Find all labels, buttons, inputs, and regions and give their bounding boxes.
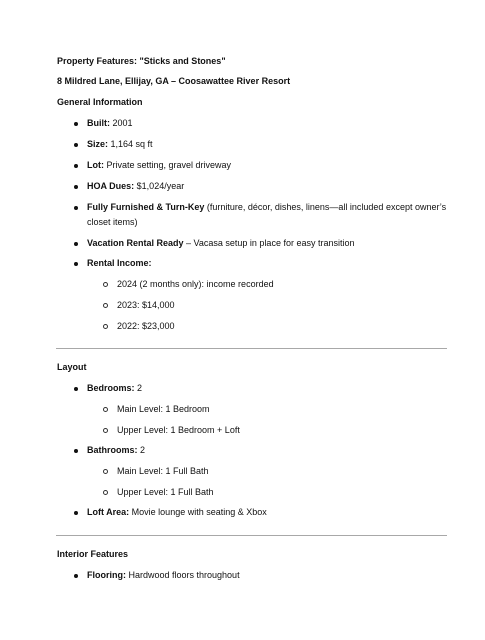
furnished-value-continued: closet items) <box>87 217 138 227</box>
rental-income-2023: 2023: $14,000 <box>117 300 175 310</box>
hoa-value: $1,024/year <box>134 181 185 191</box>
loft-value: Movie lounge with seating & Xbox <box>129 507 267 517</box>
furnished-label: Fully Furnished & Turn-Key <box>87 202 205 212</box>
size-value: 1,164 sq ft <box>108 139 153 149</box>
property-address: 8 Mildred Lane, Ellijay, GA – Coosawattee River Resort <box>57 76 291 86</box>
section-divider <box>56 348 447 349</box>
section-heading-general: General Information <box>57 97 143 107</box>
flooring-value: Hardwood floors throughout <box>126 570 240 580</box>
section-heading-layout: Layout <box>57 362 87 372</box>
built-label: Built: <box>87 118 110 128</box>
circle-bullet-icon <box>103 469 108 474</box>
rental-income-2022: 2022: $23,000 <box>117 321 175 331</box>
bullet-icon <box>74 242 78 246</box>
built-value: 2001 <box>110 118 133 128</box>
bathrooms-value: 2 <box>137 445 146 455</box>
circle-bullet-icon <box>103 407 108 412</box>
vacation-label: Vacation Rental Ready <box>87 238 184 248</box>
bullet-icon <box>74 449 78 453</box>
rental-label: Rental Income: <box>87 258 152 268</box>
bullet-icon <box>74 122 78 126</box>
circle-bullet-icon <box>103 490 108 495</box>
bullet-icon <box>74 143 78 147</box>
lot-label: Lot: <box>87 160 104 170</box>
section-heading-interior: Interior Features <box>57 549 129 559</box>
flooring-label: Flooring: <box>87 570 126 580</box>
document-title: Property Features: "Sticks and Stones" <box>57 56 226 66</box>
bathroom-upper-level: Upper Level: 1 Full Bath <box>117 487 214 497</box>
lot-value: Private setting, gravel driveway <box>104 160 232 170</box>
bathroom-main-level: Main Level: 1 Full Bath <box>117 466 209 476</box>
bullet-icon <box>74 574 78 578</box>
circle-bullet-icon <box>103 282 108 287</box>
bullet-icon <box>74 185 78 189</box>
section-divider <box>56 535 447 536</box>
rental-income-2024: 2024 (2 months only): income recorded <box>117 279 274 289</box>
bedroom-main-level: Main Level: 1 Bedroom <box>117 404 210 414</box>
bedrooms-label: Bedrooms: <box>87 383 135 393</box>
bullet-icon <box>74 262 78 266</box>
size-label: Size: <box>87 139 109 149</box>
hoa-label: HOA Dues: <box>87 181 135 191</box>
bullet-icon <box>74 206 78 210</box>
circle-bullet-icon <box>103 324 108 329</box>
bullet-icon <box>74 511 78 515</box>
bullet-icon <box>74 164 78 168</box>
bullet-icon <box>74 387 78 391</box>
vacation-value: – Vacasa setup in place for easy transition <box>183 238 355 248</box>
bedrooms-value: 2 <box>134 383 143 393</box>
bathrooms-label: Bathrooms: <box>87 445 138 455</box>
circle-bullet-icon <box>103 303 108 308</box>
circle-bullet-icon <box>103 428 108 433</box>
furnished-value: (furniture, décor, dishes, linens—all included except owner’s <box>204 202 447 212</box>
loft-label: Loft Area: <box>87 507 130 517</box>
bedroom-upper-level: Upper Level: 1 Bedroom + Loft <box>117 425 240 435</box>
